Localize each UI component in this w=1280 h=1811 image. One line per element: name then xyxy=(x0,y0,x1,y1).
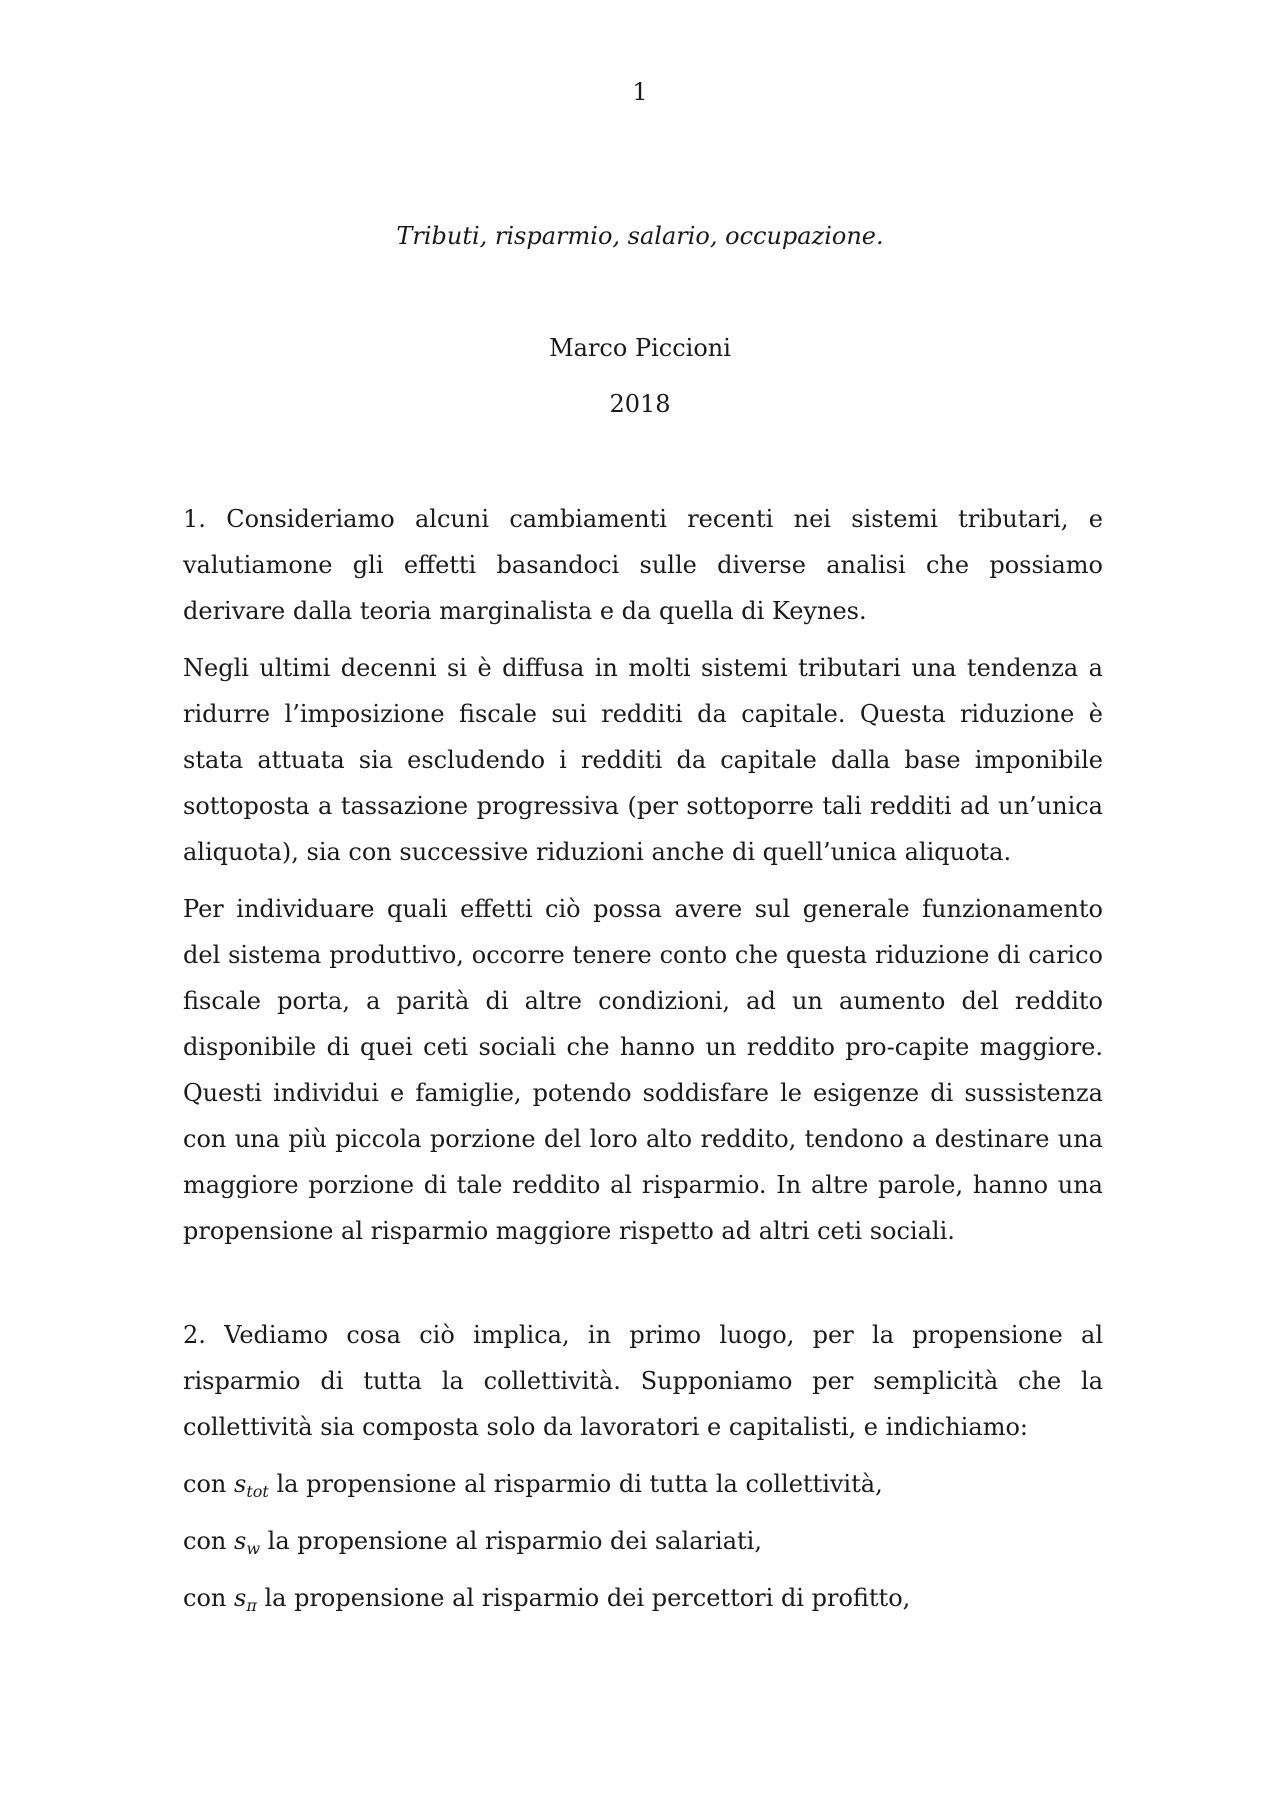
paragraph-2: Negli ultimi decenni si è diffusa in molti sistemi tributari una tendenza a ridurre l’imposizione fiscale sui redditi da capitale. Questa riduzione è stata attuata sia escludendo i redditi da capitale dalla base imponibile sottoposta a tassazione progressiva (per sottoporre tali redditi ad un’unica aliquota), sia con successive riduzioni anche di quell’unica aliquota. xyxy=(183,654,1103,866)
definition-prefix: con xyxy=(183,1527,227,1555)
math-symbol-base: s xyxy=(234,1584,247,1612)
math-symbol-subscript: tot xyxy=(246,1482,269,1501)
publication-year: 2018 xyxy=(609,390,671,418)
math-symbol xyxy=(234,1527,261,1558)
math-symbol xyxy=(234,1470,269,1501)
paragraph-1: 1. Consideriamo alcuni cambiamenti recenti nei sistemi tributari, e valutiamone gli effetti basandoci sulle diverse analisi che possiamo derivare dalla teoria marginalista e da quella di Keynes. xyxy=(183,505,1103,625)
definition-text: la propensione al risparmio dei percettori di profitto, xyxy=(264,1584,911,1612)
math-symbol-base: s xyxy=(234,1527,247,1555)
definition-line xyxy=(183,1518,1103,1564)
math-symbol xyxy=(234,1584,257,1615)
math-symbol-subscript: w xyxy=(246,1539,261,1558)
math-symbol-base: s xyxy=(234,1470,247,1498)
page-number: 1 xyxy=(632,78,648,106)
definition-line xyxy=(183,1461,1103,1507)
math-symbol-subscript: π xyxy=(246,1596,257,1615)
definition-text: la propensione al risparmio di tutta la collettività, xyxy=(276,1470,883,1498)
paragraph-4: 2. Vediamo cosa ciò implica, in primo luogo, per la propensione al risparmio di tutta la collettività. Supponiamo per semplicità che la collettività sia composta solo da lavoratori e capitalisti, e indichiamo: xyxy=(183,1321,1103,1441)
definition-prefix: con xyxy=(183,1584,227,1612)
document-body xyxy=(183,496,1103,1632)
author-name: Marco Piccioni xyxy=(549,334,731,362)
definition-text: la propensione al risparmio dei salariati, xyxy=(267,1527,762,1555)
definition-prefix: con xyxy=(183,1470,227,1498)
document-title: Tributi, risparmio, salario, occupazione. xyxy=(396,222,884,250)
paragraph-3: Per individuare quali effetti ciò possa avere sul generale funzionamento del sistema produttivo, occorre tenere conto che questa riduzione di carico fiscale porta, a parità di altre condizioni, ad un aumento del reddito disponibile di quei ceti sociali che hanno un reddito pro-capite maggiore. Questi individui e famiglie, potendo soddisfare le esigenze di sussistenza con una più piccola porzione del loro alto reddito, tendono a destinare una maggiore porzione di tale reddito al risparmio. In altre parole, hanno una propensione al risparmio maggiore rispetto ad altri ceti sociali. xyxy=(183,895,1103,1245)
definition-line xyxy=(183,1575,1103,1621)
